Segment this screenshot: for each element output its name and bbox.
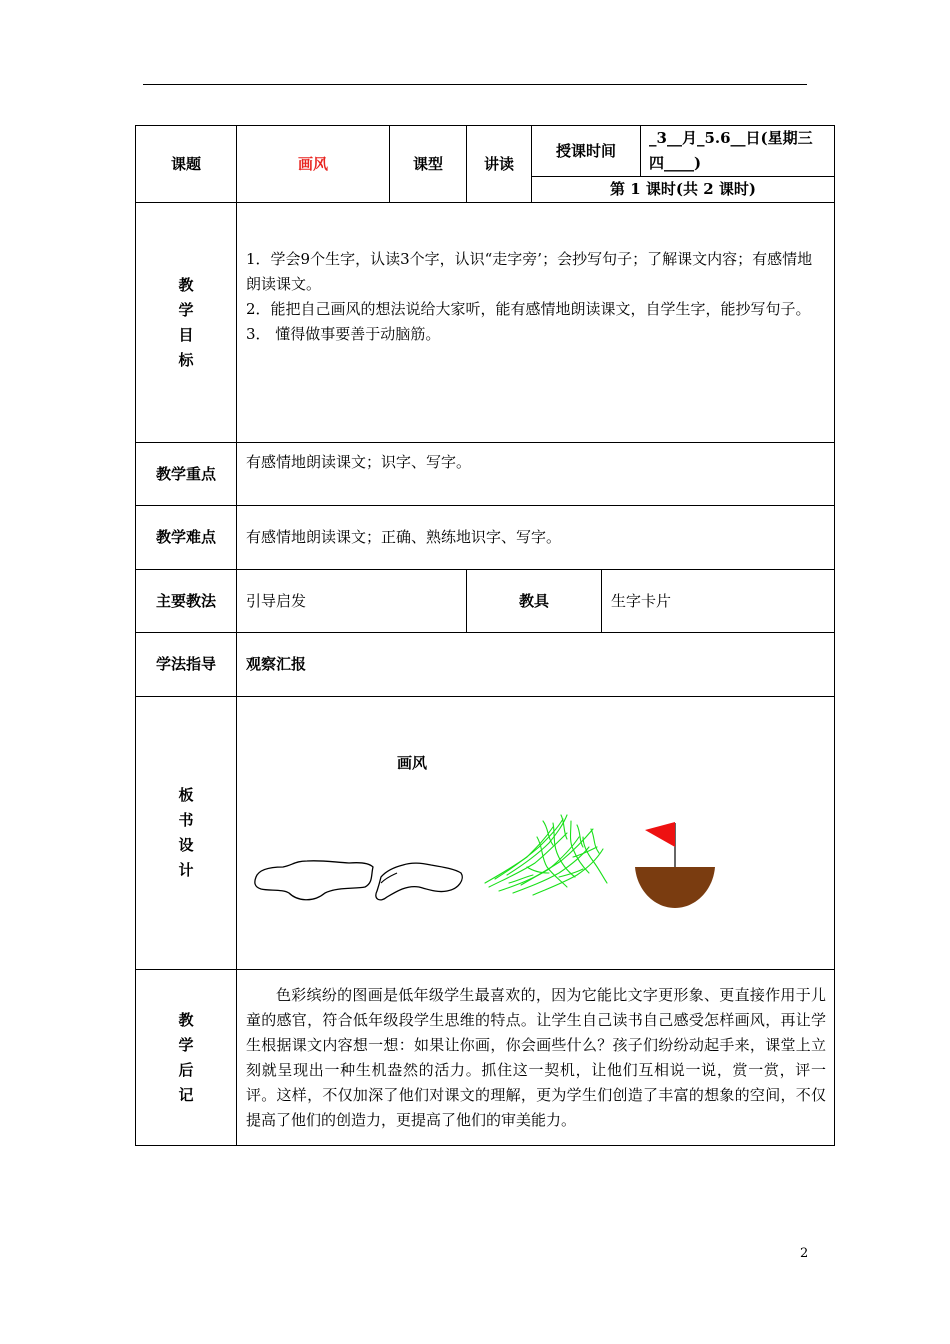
header-rule	[143, 84, 807, 85]
goal-item: 1．学会9个生字，认读3个字，认识“走字旁’；会抄写句子；了解课文内容；有感情地朗读课文。	[246, 250, 813, 293]
topic-label: 课题	[136, 126, 237, 203]
teaching-tools-value: 生字卡片	[602, 570, 835, 633]
board-title: 画风	[397, 754, 428, 772]
lesson-count: 第 1 课时(共 2 课时)	[532, 177, 835, 203]
teaching-notes-text: 色彩缤纷的图画是低年级学生最喜欢的，因为它能比文字更形象、更直接作用于儿童的感官，符合低年级段学生思维的特点。让学生自己读书自己感受怎样画风，再让学生根据课文内容想一想：如果让你画，你会画些什么？孩子们纷纷动起手来，课堂上立刻就呈现出一种生机盎然的活力。抓住这一契机，让他们互相说一说，赏一赏，评一评。这样，不仅加深了他们对课文的理解，更为学生们创造了丰富的想象的空间，不仅提高了他们的创造力，更提高了他们的审美能力。	[237, 970, 835, 1146]
teaching-goals-label	[136, 203, 237, 443]
cloud-left-drawing	[255, 861, 373, 900]
cloud-right-drawing	[376, 863, 462, 900]
teaching-method-label: 主要教法	[136, 570, 237, 633]
difficult-point-value: 有感情地朗读课文；正确、熟练地识字、写字。	[237, 506, 835, 570]
teaching-goals-label-char: 学	[178, 300, 194, 319]
teaching-notes-label	[136, 970, 237, 1146]
board-drawing	[237, 697, 834, 970]
board-design-label-char: 书	[178, 811, 194, 829]
board-design-label-char: 板	[178, 786, 194, 804]
teaching-method-value: 引导启发	[237, 570, 467, 633]
teaching-notes-label-char: 记	[178, 1085, 194, 1104]
teaching-goals-label-char: 教	[178, 275, 194, 294]
topic-value: 画风	[237, 126, 390, 203]
teaching-goals-label-char: 目	[178, 325, 194, 344]
lesson-time-value: _3__月_5.6__日(星期三四____)	[641, 126, 835, 177]
difficult-point-label: 教学难点	[136, 506, 237, 570]
grass-drawing	[485, 815, 607, 895]
teaching-notes-label-char: 学	[178, 1035, 194, 1054]
board-design-label-char: 设	[178, 836, 194, 854]
study-guide-value: 观察汇报	[237, 633, 835, 697]
teaching-notes-label-char: 教	[178, 1010, 194, 1029]
study-guide-label: 学法指导	[136, 633, 237, 697]
lesson-plan-table	[135, 125, 835, 1146]
teaching-tools-label: 教具	[467, 570, 602, 633]
page-number: 2	[800, 1246, 809, 1261]
board-design	[237, 697, 835, 970]
key-point-value: 有感情地朗读课文；识字、写字。	[237, 443, 835, 506]
goal-item: 2．能把自己画风的想法说给大家听，能有感情地朗读课文，自学生字，能抄写句子。	[246, 300, 811, 318]
lesson-type-value: 讲读	[467, 126, 532, 203]
teaching-notes-label-char: 后	[178, 1060, 194, 1079]
board-design-label	[136, 697, 237, 970]
goal-item: 3． 懂得做事要善于动脑筋。	[246, 325, 441, 343]
teaching-goals-label-char: 标	[178, 350, 194, 369]
teaching-goals	[237, 203, 835, 443]
lesson-time-label: 授课时间	[532, 126, 641, 177]
flag-drawing	[645, 822, 675, 847]
boat-hull-drawing	[635, 867, 715, 908]
board-design-label-char: 计	[178, 861, 194, 879]
key-point-label: 教学重点	[136, 443, 237, 506]
lesson-type-label: 课型	[390, 126, 467, 203]
